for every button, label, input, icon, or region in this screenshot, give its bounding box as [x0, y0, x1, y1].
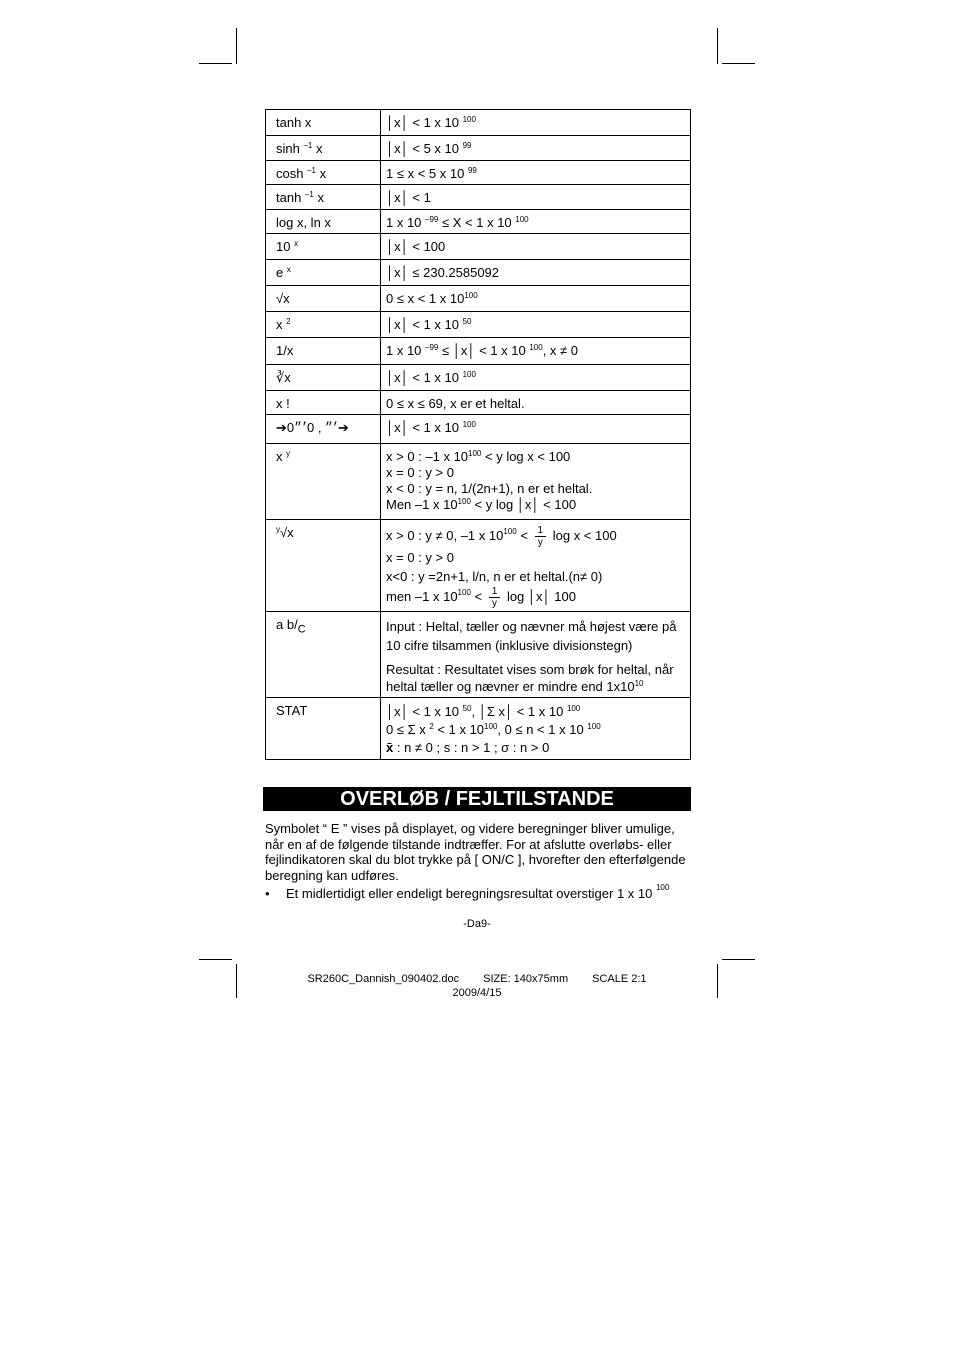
fraction: $\frac{1}{y}$ — [489, 586, 501, 609]
function-cell: STAT — [266, 698, 381, 760]
table-row — [266, 338, 691, 365]
footer-scale: SCALE 2:1 — [592, 973, 647, 985]
table-row — [266, 312, 691, 338]
range-line: x = 0 : y > 0 — [386, 550, 454, 565]
table-row — [266, 210, 691, 234]
table-row — [266, 415, 691, 444]
function-cell: ➔0׳״ , 0׳״➔ — [266, 415, 381, 444]
range-line: x < 0 : y = n, 1/(2n+1), n er et heltal. — [386, 481, 593, 496]
table-row — [266, 391, 691, 415]
footer — [0, 972, 954, 1000]
footer-date: 2009/4/15 — [452, 987, 502, 999]
table-row — [266, 161, 691, 185]
range-cell: 0 ≤ x ≤ 69, x er et heltal. — [381, 391, 691, 415]
table-row — [266, 698, 691, 760]
range-line: 0 ≤ Σ x $^2$ < 1 x $10^{100}$, 0 ≤ n < 1 x 10 $^{100}$ — [386, 722, 601, 737]
range-cell: 1 ≤ x < 5 x 10 $^{99}$ — [381, 161, 691, 185]
table-row — [266, 136, 691, 161]
function-cell: tanh x — [266, 110, 381, 136]
footer-filename: SR260C_Dannish_090402.doc — [307, 973, 460, 985]
range-cell: │x│ < 1 — [381, 185, 691, 210]
range-line: Input : Heltal, tæller og nævner må højest være på 10 cifre tilsammen (inklusive divisionstegn) — [386, 619, 677, 653]
range-cell: │x│ < 1 x 10 $^{50}$ — [381, 312, 691, 338]
table-row — [266, 234, 691, 260]
range-cell: │x│ < 1 x 10 $^{100}$ — [381, 415, 691, 444]
table-row — [266, 365, 691, 391]
range-line: x > 0 : –1 x $10^{100} < y$ log x < 100 — [386, 449, 571, 464]
fraction: $\frac{1}{y}$ — [535, 525, 547, 548]
range-line: x > 0 : y ≠ 0, –1 x $10^{100}$ < $\frac{1}{y}$ log x < 100 — [386, 525, 617, 548]
crop-mark — [199, 63, 232, 64]
footer-size: SIZE: 140x75mm — [483, 973, 569, 985]
page-number: -Da9- — [463, 918, 491, 930]
range-line: x = 0 : y > 0 — [386, 465, 454, 480]
range-cell — [381, 444, 691, 520]
crop-mark — [199, 959, 232, 960]
function-cell: √x — [266, 286, 381, 312]
function-cell: x $^y$ — [266, 444, 381, 520]
function-cell: 1/x — [266, 338, 381, 365]
table-row — [266, 260, 691, 286]
range-line: men –1 x $10^{100}$ < $\frac{1}{y}$ log │x│ 100 — [386, 586, 576, 609]
table-row — [266, 286, 691, 312]
function-cell: $^y$√x — [266, 520, 381, 612]
bullet-symbol: • — [265, 886, 270, 901]
range-cell — [381, 520, 691, 612]
table-row — [266, 520, 691, 612]
function-cell: ∛x — [266, 365, 381, 391]
range-cell: 0 ≤ x < 1 x $10^{100}$ — [381, 286, 691, 312]
function-cell: 10 $^x$ — [266, 234, 381, 260]
table-row — [266, 612, 691, 698]
range-cell — [381, 698, 691, 760]
range-cell — [381, 612, 691, 698]
range-line: Resultat : Resultatet vises som brøk for heltal, når heltal tæller og nævner er mindre end $1x10^{10}$ — [386, 662, 674, 694]
bullet-text: Et midlertidigt eller endeligt beregningsresultat overstiger 1 x 10 $^{100}$ — [286, 883, 670, 901]
range-cell: │x│ < 100 — [381, 234, 691, 260]
function-cell: a $b/_C$ — [266, 612, 381, 698]
section-heading: OVERLØB / FEJLTILSTANDE — [263, 787, 691, 811]
crop-mark — [722, 63, 755, 64]
range-line: x̄ : n ≠ 0 ; s : n > 1 ; σ : n > 0 — [386, 740, 550, 755]
crop-mark — [722, 959, 755, 960]
crop-mark — [236, 28, 237, 64]
function-cell: log x, ln x — [266, 210, 381, 234]
range-cell: │x│ < 1 x 10 $^{100}$ — [381, 365, 691, 391]
function-cell: x ! — [266, 391, 381, 415]
function-cell: x $^2$ — [266, 312, 381, 338]
function-cell: e $^x$ — [266, 260, 381, 286]
function-cell: cosh $^{-1}$ x — [266, 161, 381, 185]
range-cell: 1 x 10 $^{-99}$ ≤ X < 1 x 10 $^{100}$ — [381, 210, 691, 234]
input-range-table — [265, 109, 691, 760]
crop-mark — [717, 28, 718, 64]
range-line: x<0 : y =2n+1, l/n, n er et heltal.(n≠ 0) — [386, 569, 603, 584]
range-line: Men –1 x $10^{100} < y$ log │x│ < 100 — [386, 497, 577, 512]
range-cell: 1 x 10 $^{-99}$ ≤ │x│ < 1 x 10 $^{100}$, x ≠ 0 — [381, 338, 691, 365]
table-row — [266, 110, 691, 136]
range-cell: │x│ ≤ 230.2585092 — [381, 260, 691, 286]
table-row — [266, 444, 691, 520]
body-paragraph: Symbolet “ E ” vises på displayet, og videre beregninger bliver umulige, når en af de følgende tilstande indtræffer. For at afslutte overløbs- eller fejlindikatoren skal du blot trykke på [ ON/C ], hvorefter den efterfølgende beregning kan udføres. — [265, 821, 686, 883]
function-cell: sinh $^{-1}$ x — [266, 136, 381, 161]
range-cell: │x│ < 5 x 10 $^{99}$ — [381, 136, 691, 161]
function-cell: tanh $^{-1}$ x — [266, 185, 381, 210]
range-line: │x│ < 1 x 10 $^{50}$, │Σ x│ < 1 x 10 $^{100}$ — [386, 704, 581, 719]
table-row — [266, 185, 691, 210]
range-cell: │x│ < 1 x 10 $^{100}$ — [381, 110, 691, 136]
